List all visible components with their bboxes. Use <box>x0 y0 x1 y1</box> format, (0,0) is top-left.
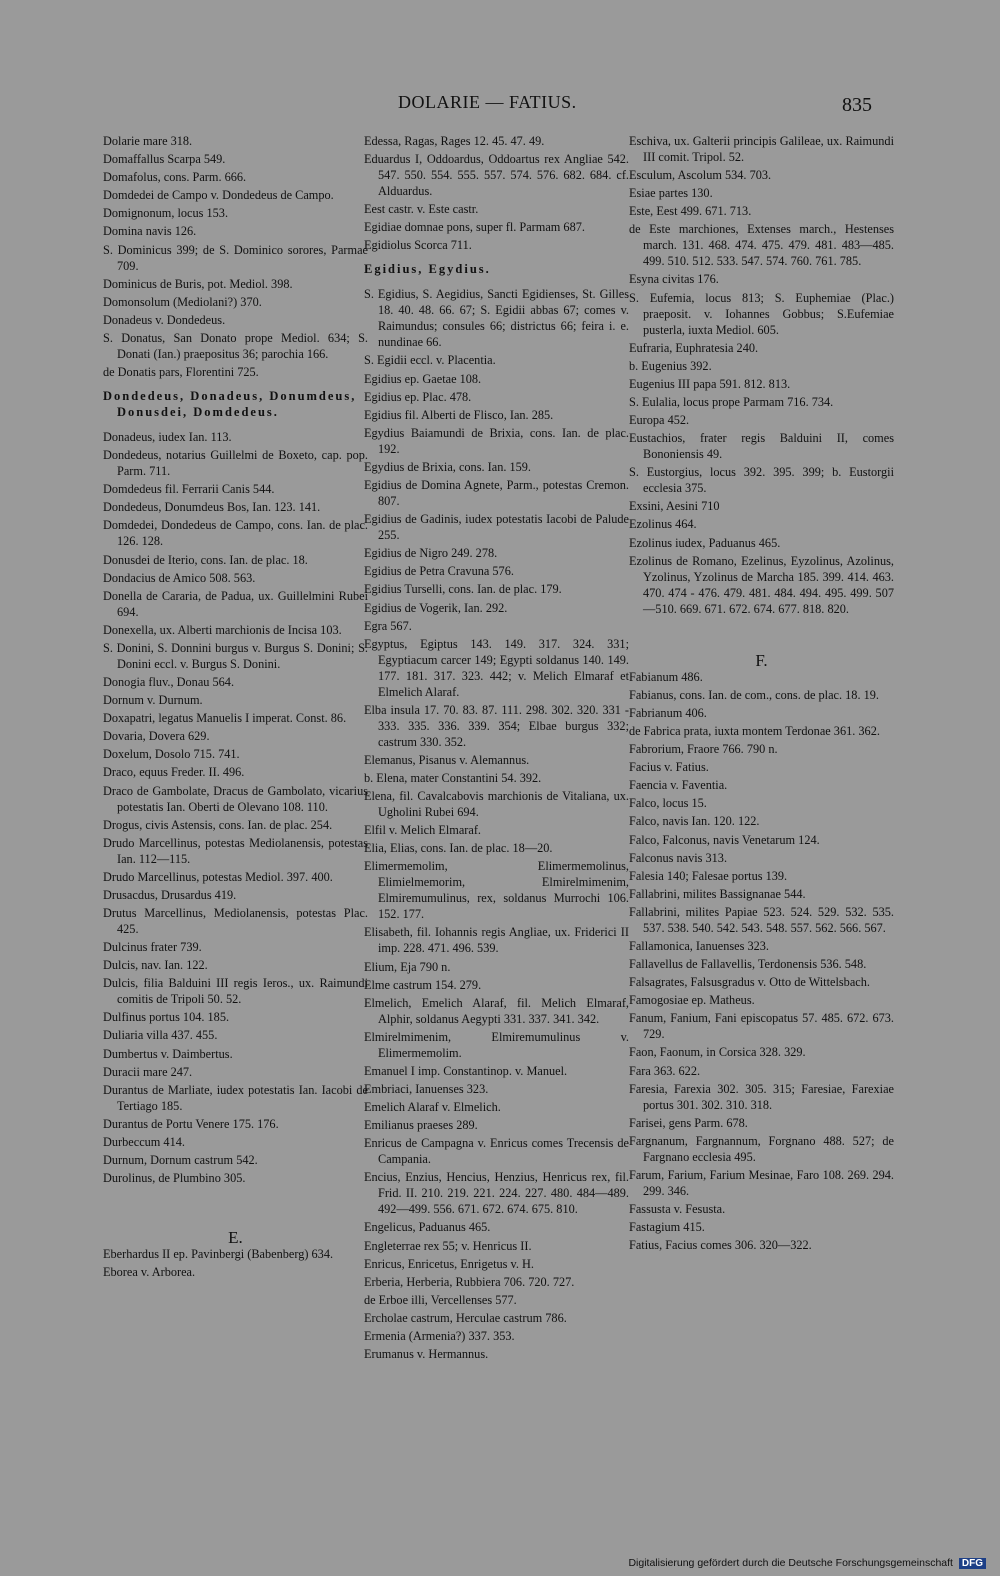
index-entry: Ermenia (Armenia?) 337. 353. <box>364 1329 515 1344</box>
index-entry: Domaffallus Scarpa 549. <box>103 152 226 167</box>
index-entry: Eduardus I, Oddoardus, Oddoartus rex Angliae 542. 547. 550. 554. 555. 557. 574. 576. 682. 684. cf. Alduardus. <box>364 152 629 199</box>
section-letter: E. <box>228 1228 243 1248</box>
index-entry: Dondedeus, notarius Guillelmi de Boxeto, cap. pop. Parm. 711. <box>103 448 368 479</box>
index-entry: Edessa, Ragas, Rages 12. 45. 47. 49. <box>364 134 545 148</box>
index-entry: Egidiae domnae pons, super fl. Parmam 687. <box>364 220 585 235</box>
index-entry: Falconus navis 313. <box>629 850 728 865</box>
index-entry: Elmelich, Emelich Alaraf, fil. Melich Elmaraf, Alphir, soldanus Aegypti 331. 337. 341. 342. <box>364 995 629 1026</box>
index-entry: Egydius de Brixia, cons. Ian. 159. <box>364 459 532 474</box>
index-entry: Fallavellus de Fallavellis, Terdonensis 536. 548. <box>629 957 867 972</box>
index-entry: Domina navis 126. <box>103 224 197 239</box>
index-entry: Emilianus praeses 289. <box>364 1118 478 1133</box>
section-letter: F. <box>755 650 768 670</box>
index-entry: S. Donatus, San Donato prope Mediol. 634; S. Donati (Ian.) praepositus 36; parochia 166. <box>103 330 368 361</box>
index-entry: Enricus, Enricetus, Enrigetus v. H. <box>364 1256 534 1271</box>
index-entry: Farum, Farium, Farium Mesinae, Faro 108. 269. 294. 299. 346. <box>629 1167 894 1198</box>
index-entry: Elmirelmimenim, Elmiremumulinus v. Elimermemolim. <box>364 1029 629 1060</box>
index-entry: Faon, Faonum, in Corsica 328. 329. <box>629 1045 806 1060</box>
index-entry: Egidius de Gadinis, iudex potestatis Iacobi de Palude 255. <box>364 512 629 543</box>
index-entry: Elium, Eja 790 n. <box>364 959 451 974</box>
index-entry: Fargnanum, Fargnannum, Forgnano 488. 527; de Fargnano ecclesia 495. <box>629 1133 894 1164</box>
index-entry: S. Eustorgius, locus 392. 395. 399; b. Eustorgii ecclesia 375. <box>629 465 894 496</box>
index-entry: S. Eulalia, locus prope Parmam 716. 734. <box>629 394 834 409</box>
index-entry: Eustachios, frater regis Balduini II, comes Bononiensis 49. <box>629 431 894 462</box>
index-entry: b. Eugenius 392. <box>629 358 712 373</box>
index-entry: Domdedei, Dondedeus de Campo, cons. Ian. de plac. 126. 128. <box>103 518 368 549</box>
index-entry: Fabianus, cons. Ian. de com., cons. de plac. 18. 19. <box>629 687 879 702</box>
index-entry: Egidius fil. Alberti de Flisco, Ian. 285. <box>364 407 554 422</box>
index-entry: Egidius de Domina Agnete, Parm., potestas Cremon. 807. <box>364 478 629 509</box>
index-entry: Drutus Marcellinus, Mediolanensis, potestas Plac. 425. <box>103 906 368 936</box>
index-entry: Elimermemolim, Elimermemolinus, Elimielmemorim, Elmirelmimenim, Elmiremumulinus, rex, soldanus Murrochi 106. 152. 177. <box>364 859 629 922</box>
index-entry: Fallabrini, milites Papiae 523. 524. 529. 532. 535. 537. 538. 540. 542. 543. 548. 557. 562. 566. 567. <box>629 904 894 935</box>
index-column-middle <box>364 133 629 1364</box>
index-entry: Ezolinus iudex, Paduanus 465. <box>629 535 781 550</box>
index-entry: Este, Eest 499. 671. 713. <box>629 204 752 219</box>
index-entry: Embriaci, Ianuenses 323. <box>364 1082 489 1096</box>
index-entry: Dulcis, filia Balduini III regis Ieros., ux. Raimundi comitis de Tripoli 50. 52. <box>103 976 368 1007</box>
index-entry: Domignonum, locus 153. <box>103 206 229 221</box>
section-spacer <box>629 619 894 653</box>
index-entry: Dominicus de Buris, pot. Mediol. 398. <box>103 276 293 291</box>
index-entry: Esiae partes 130. <box>629 186 713 201</box>
index-entry: Fabrianum 406. <box>629 705 707 720</box>
index-entry: Fassusta v. Fesusta. <box>629 1202 726 1217</box>
index-entry: Elba insula 17. 70. 83. 87. 111. 298. 302. 320. 331 - 333. 335. 336. 339. 354; Elbae burgus 332; castrum 330. 352. <box>364 702 629 749</box>
index-entry: Ezolinus 464. <box>629 517 697 532</box>
index-entry: Dulfinus portus 104. 185. <box>103 1010 230 1025</box>
index-group-heading: Egidius, Egydius. <box>364 262 491 277</box>
index-entry: Eborea v. Arborea. <box>103 1265 196 1280</box>
digitization-footer <box>628 1557 986 1569</box>
section-spacer <box>103 1188 368 1230</box>
index-entry: Draco de Gambolate, Dracus de Gambolato, vicarius potestatis Ian. Oberti de Olevano 108. 110. <box>103 783 368 814</box>
index-entry: Drudo Marcellinus, potestas Mediol. 397. 400. <box>103 869 333 884</box>
index-entry: Elisabeth, fil. Iohannis regis Angliae, ux. Friderici II imp. 228. 471. 496. 539. <box>364 925 629 956</box>
page-number: 835 <box>842 94 872 116</box>
index-entry: Emanuel I imp. Constantinop. v. Manuel. <box>364 1063 568 1078</box>
index-entry: Doxelum, Dosolo 715. 741. <box>103 747 240 762</box>
index-entry: Dumbertus v. Daimbertus. <box>103 1046 233 1061</box>
running-head: DOLARIE — FATIUS. <box>398 92 577 112</box>
index-entry: S. Eufemia, locus 813; S. Euphemiae (Plac.) praeposit. v. Iohannes Gobbus; S.Eufemiae pusterla, iuxta Mediol. 605. <box>629 290 894 337</box>
footer-credit: Digitalisierung gefördert durch die Deutsche Forschungsgemeinschaft <box>628 1557 953 1569</box>
index-entry: S. Dominicus 399; de S. Dominico sorores, Parmae 709. <box>103 242 368 273</box>
index-entry: Esculum, Ascolum 534. 703. <box>629 168 772 183</box>
index-entry: Faencia v. Faventia. <box>629 778 728 793</box>
index-entry: Drudo Marcellinus, potestas Mediolanensis, potestas Ian. 112—115. <box>103 835 368 866</box>
index-entry: Dondedeus, Donumdeus Bos, Ian. 123. 141. <box>103 500 321 515</box>
index-entry: Fabianum 486. <box>629 669 703 684</box>
index-entry: Engleterrae rex 55; v. Henricus II. <box>364 1238 532 1253</box>
index-entry: Facius v. Fatius. <box>629 760 709 775</box>
index-entry: Drusacdus, Drusardus 419. <box>103 887 237 902</box>
index-entry: Dulcis, nav. Ian. 122. <box>103 958 208 973</box>
index-entry: Eschiva, ux. Galterii principis Galileae, ux. Raimundi III comit. Tripol. 52. <box>629 134 894 164</box>
index-entry: Elena, fil. Cavalcabovis marchionis de Vitaliana, ux. Ugholini Rubei 694. <box>364 789 629 820</box>
index-entry: Encius, Enzius, Hencius, Henzius, Henricus rex, fil. Frid. II. 210. 219. 221. 224. 227. 480. 484—489. 492—499. 556. 671. 672. 674. 675. 810. <box>364 1170 629 1217</box>
index-entry: Eest castr. v. Este castr. <box>364 202 479 217</box>
index-entry: Emelich Alaraf v. Elmelich. <box>364 1100 501 1115</box>
index-entry: Erumanus v. Hermannus. <box>364 1347 489 1362</box>
index-entry: Elme castrum 154. 279. <box>364 977 482 992</box>
index-entry: Domafolus, cons. Parm. 666. <box>103 170 247 185</box>
index-entry: Dornum v. Durnum. <box>103 693 203 708</box>
index-entry: Eufraria, Euphratesia 240. <box>629 340 759 355</box>
index-entry: Donusdei de Iterio, cons. Ian. de plac. 18. <box>103 552 308 567</box>
index-entry: Egidius de Petra Cravuna 576. <box>364 564 514 579</box>
index-entry: Faresia, Farexia 302. 305. 315; Faresiae, Farexiae portus 301. 302. 310. 318. <box>629 1081 894 1112</box>
index-entry: Erberia, Herberia, Rubbiera 706. 720. 727. <box>364 1274 575 1289</box>
index-entry: Falco, navis Ian. 120. 122. <box>629 814 760 829</box>
index-entry: Egidius de Vogerik, Ian. 292. <box>364 600 508 615</box>
index-entry: Drogus, civis Astensis, cons. Ian. de plac. 254. <box>103 817 333 832</box>
index-entry: Egidiolus Scorca 711. <box>364 238 472 253</box>
index-entry: Domdedei de Campo v. Dondedeus de Campo. <box>103 188 334 203</box>
index-entry: Europa 452. <box>629 413 690 428</box>
index-entry: Falco, locus 15. <box>629 796 707 811</box>
index-entry: de Donatis pars, Florentini 725. <box>103 365 259 380</box>
index-entry: Fabrorium, Fraore 766. 790 n. <box>629 742 778 757</box>
index-entry: Donadeus, iudex Ian. 113. <box>103 430 232 445</box>
index-entry: Dulcinus frater 739. <box>103 940 202 955</box>
index-entry: Durbeccum 414. <box>103 1134 185 1149</box>
index-entry: Eberhardus II ep. Pavinbergi (Babenberg) 634. <box>103 1247 334 1262</box>
index-entry: Ezolinus de Romano, Ezelinus, Eyzolinus, Azolinus, Yzolinus, Yzolinus de Marcha 185. 399. 414. 463. 470. 474 - 476. 479. 481. 484. 494. 495. 499. 507—510. 669. 671. 672. 674. 677. 818. 820. <box>629 553 894 616</box>
index-entry: Egidius Turselli, cons. Ian. de plac. 179. <box>364 582 562 597</box>
index-entry: Dondacius de Amico 508. 563. <box>103 570 256 585</box>
index-entry: Ercholae castrum, Herculae castrum 786. <box>364 1310 567 1325</box>
index-entry: Falco, Falconus, navis Venetarum 124. <box>629 832 820 847</box>
index-entry: Duracii mare 247. <box>103 1064 193 1079</box>
index-entry: Donexella, ux. Alberti marchionis de Incisa 103. <box>103 622 342 637</box>
index-entry: Exsini, Aesini 710 <box>629 499 720 514</box>
index-entry: Draco, equus Freder. II. 496. <box>103 765 245 780</box>
index-entry: Donogia fluv., Donau 564. <box>103 674 235 689</box>
index-entry: Eugenius III papa 591. 812. 813. <box>629 376 791 391</box>
index-entry: Elemanus, Pisanus v. Alemannus. <box>364 752 530 767</box>
index-entry: Falsagrates, Falsusgradus v. Otto de Wittelsbach. <box>629 975 870 990</box>
index-entry: Duliaria villa 437. 455. <box>103 1028 218 1043</box>
dfg-logo: DFG <box>959 1558 986 1569</box>
index-entry: Egidius ep. Plac. 478. <box>364 389 472 404</box>
index-entry: de Fabrica prata, iuxta montem Terdonae 361. 362. <box>629 723 880 738</box>
index-entry: Fallamonica, Ianuenses 323. <box>629 939 770 953</box>
index-entry: Egidius de Nigro 249. 278. <box>364 546 498 561</box>
index-entry: b. Elena, mater Constantini 54. 392. <box>364 770 542 785</box>
index-entry: Domonsolum (Mediolani?) 370. <box>103 294 262 309</box>
index-entry: Elfil v. Melich Elmaraf. <box>364 823 482 838</box>
index-entry: Durantus de Marliate, iudex potestatis Ian. Iacobi de Tertiago 185. <box>103 1082 368 1113</box>
index-entry: Engelicus, Paduanus 465. <box>364 1220 491 1235</box>
index-entry: Fara 363. 622. <box>629 1063 701 1078</box>
index-entry: Egidius ep. Gaetae 108. <box>364 371 482 386</box>
index-entry: S. Egidius, S. Aegidius, Sancti Egidienses, St. Gilles 18. 40. 48. 66. 67; S. Egidii abbas 67; comes v. Raimundus; consules 66; districtus 66; feira i. e. nundinae 66. <box>364 287 629 350</box>
index-entry: S. Egidii eccl. v. Placentia. <box>364 353 496 368</box>
index-entry: Durolinus, de Plumbino 305. <box>103 1171 246 1186</box>
index-entry: Fatius, Facius comes 306. 320—322. <box>629 1238 812 1253</box>
index-entry: Enricus de Campagna v. Enricus comes Trecensis de Campania. <box>364 1136 629 1167</box>
index-entry: Doxapatri, legatus Manuelis I imperat. Const. 86. <box>103 711 347 726</box>
index-entry: Egydius Baiamundi de Brixia, cons. Ian. de plac. 192. <box>364 425 629 456</box>
index-entry: Fallabrini, milites Bassignanae 544. <box>629 886 806 901</box>
index-entry: Fastagium 415. <box>629 1220 705 1235</box>
index-column-left <box>103 133 368 1282</box>
index-entry: Fanum, Fanium, Fani episcopatus 57. 485. 672. 673. 729. <box>629 1011 894 1042</box>
index-entry: Dovaria, Dovera 629. <box>103 729 210 744</box>
index-entry: Falesia 140; Falesae portus 139. <box>629 868 788 883</box>
index-entry: Famogosiae ep. Matheus. <box>629 993 755 1008</box>
index-entry: Durantus de Portu Venere 175. 176. <box>103 1116 279 1131</box>
index-column-right <box>629 133 894 1255</box>
index-entry: Dolarie mare 318. <box>103 134 193 148</box>
index-entry: Egra 567. <box>364 618 412 633</box>
index-entry: Donella de Cararia, de Padua, ux. Guillelmini Rubei 694. <box>103 588 368 619</box>
index-entry: Esyna civitas 176. <box>629 272 719 287</box>
index-entry: Elia, Elias, cons. Ian. de plac. 18—20. <box>364 841 553 856</box>
index-entry: Donadeus v. Dondedeus. <box>103 312 226 327</box>
index-entry: Egyptus, Egiptus 143. 149. 317. 324. 331; Egyptiacum carcer 149; Egypti soldanus 140. 149. 177. 181. 317. 323. 442; v. Melich Elmaraf et Elmelich Alaraf. <box>364 636 629 699</box>
index-entry: Farisei, gens Parm. 678. <box>629 1115 748 1130</box>
index-entry: Durnum, Dornum castrum 542. <box>103 1153 258 1168</box>
index-entry: de Este marchiones, Extenses march., Hestenses march. 131. 468. 474. 475. 479. 481. 483—485. 499. 510. 512. 533. 547. 574. 760. 761. 785. <box>629 222 894 269</box>
index-group-heading: Dondedeus, Donadeus, Donumdeus, Donusdei, Domdedeus. <box>103 389 357 420</box>
index-entry: S. Donini, S. Donnini burgus v. Burgus S. Donini; S. Donini eccl. v. Burgus S. Donini. <box>103 640 368 671</box>
index-entry: Domdedeus fil. Ferrarii Canis 544. <box>103 482 275 497</box>
index-entry: de Erboe illi, Vercellenses 577. <box>364 1292 517 1307</box>
